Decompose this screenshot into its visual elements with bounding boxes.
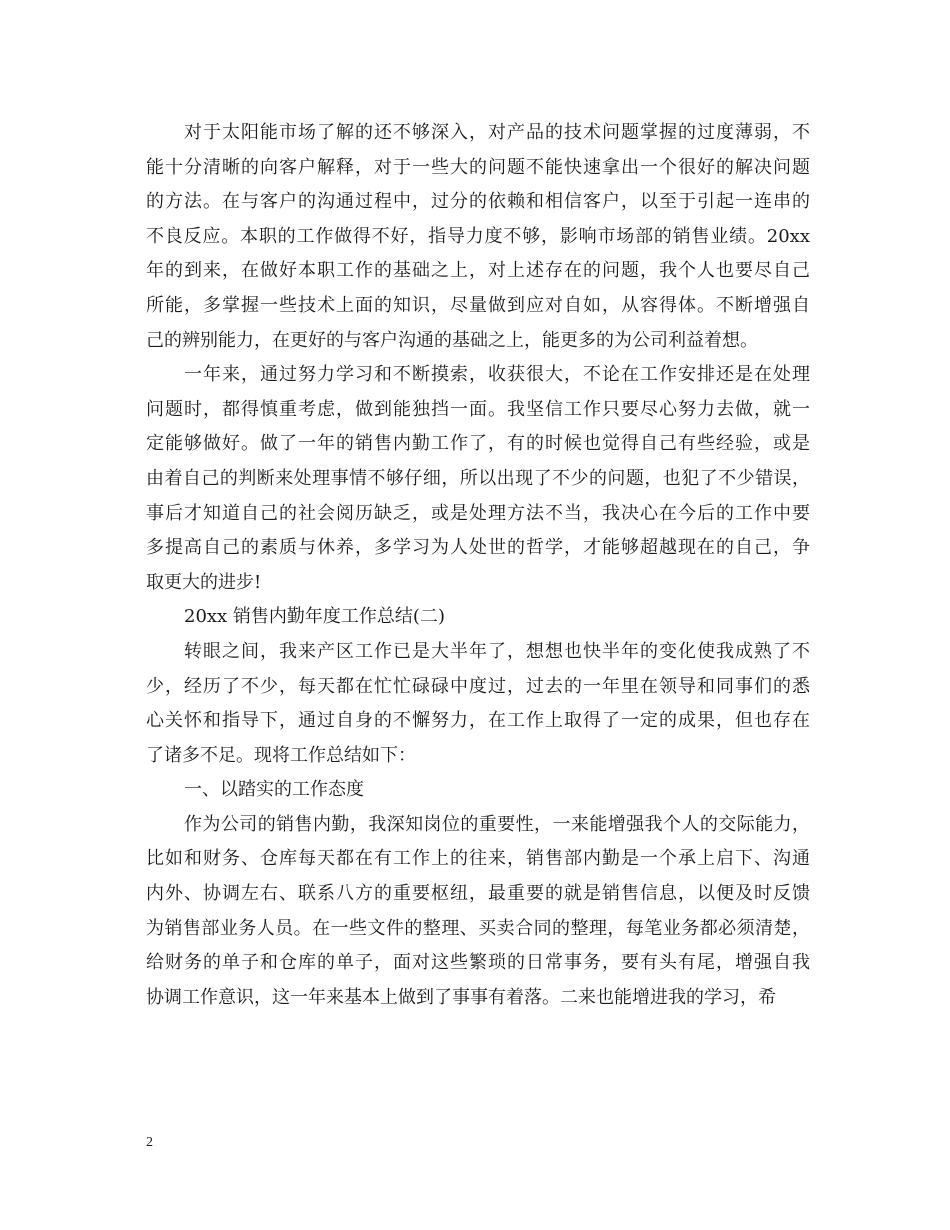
paragraph-line: 的方法。在与客户的沟通过程中，过分的依赖和相信客户，以至于引起一连串的 xyxy=(146,191,810,213)
paragraph-line: 问题时，都得慎重考虑，做到能独挡一面。我坚信工作只要尽心努力去做，就一 xyxy=(146,398,810,420)
page-number: 2 xyxy=(146,1135,153,1150)
paragraph-line: 内外、协调左右、联系八方的重要枢纽，最重要的就是销售信息，以便及时反馈 xyxy=(146,883,810,905)
paragraph xyxy=(146,635,810,773)
paragraph-line: 取更大的进步! xyxy=(146,571,262,593)
paragraph-line: 不良反应。本职的工作做得不好，指导力度不够，影响市场部的销售业绩。20xx xyxy=(146,225,810,247)
paragraph-line: 为销售部业务人员。在一些文件的整理、买卖合同的整理，每笔业务都必须清楚， xyxy=(146,917,810,939)
document-body xyxy=(146,116,810,1015)
paragraph-line: 对于太阳能市场了解的还不够深入，对产品的技术问题掌握的过度薄弱，不 xyxy=(184,122,810,143)
paragraph-line: 少，经历了不少，每天都在忙忙碌碌中度过，过去的一年里在领导和同事们的悉 xyxy=(146,675,810,697)
paragraph-line: 年的到来，在做好本职工作的基础之上，对上述存在的问题，我个人也要尽自己 xyxy=(146,260,810,282)
paragraph xyxy=(146,808,810,1016)
paragraph-line: 一、以踏实的工作态度 xyxy=(184,779,364,801)
paragraph-line: 能十分清晰的向客户解释，对于一些大的问题不能快速拿出一个很好的解决问题 xyxy=(146,156,810,178)
paragraph-line: 一年来，通过努力学习和不断摸索，收获很大，不论在工作安排还是在处理 xyxy=(184,364,810,386)
paragraph-line: 20xx 销售内勤年度工作总结(二) xyxy=(184,606,445,628)
paragraph-line: 转眼之间，我来产区工作已是大半年了，想想也快半年的变化使我成熟了不 xyxy=(184,640,810,662)
paragraph-line: 作为公司的销售内勤，我深知岗位的重要性，一来能增强我个人的交际能力， xyxy=(184,813,810,835)
paragraph-line: 所能，多掌握一些技术上面的知识，尽量做到应对自如，从容得体。不断增强自 xyxy=(146,294,810,316)
paragraph-line: 给财务的单子和仓库的单子，面对这些繁琐的日常事务，要有头有尾，增强自我 xyxy=(146,952,810,974)
paragraph-line: 多提高自己的素质与休养，多学习为人处世的哲学，才能够超越现在的自己，争 xyxy=(146,537,810,559)
paragraph-line: 协调工作意识，这一年来基本上做到了事事有着落。二来也能增进我的学习，希 xyxy=(146,986,776,1008)
paragraph xyxy=(146,773,810,808)
paragraph-line: 己的辨别能力，在更好的与客户沟通的基础之上，能更多的为公司利益着想。 xyxy=(146,329,758,351)
paragraph xyxy=(146,116,810,358)
paragraph xyxy=(146,600,810,635)
paragraph-line: 事后才知道自己的社会阅历缺乏，或是处理方法不当，我决心在今后的工作中要 xyxy=(146,502,810,524)
paragraph xyxy=(146,358,810,600)
paragraph-line: 了诸多不足。现将工作总结如下： xyxy=(146,744,416,766)
paragraph-line: 定能够做好。做了一年的销售内勤工作了，有的时候也觉得自己有些经验，或是 xyxy=(146,433,810,455)
paragraph-line: 比如和财务、仓库每天都在有工作上的往来，销售部内勤是一个承上启下、沟通 xyxy=(146,848,810,870)
paragraph-line: 心关怀和指导下，通过自身的不懈努力，在工作上取得了一定的成果，但也存在 xyxy=(146,710,810,732)
paragraph-line: 由着自己的判断来处理事情不够仔细，所以出现了不少的问题，也犯了不少错误， xyxy=(146,467,810,489)
